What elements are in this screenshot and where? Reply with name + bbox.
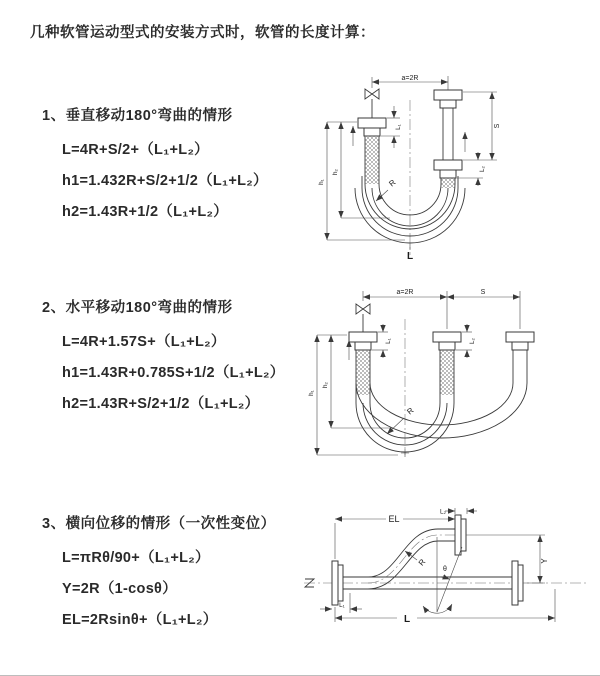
bend-radius-label: R [416,557,428,568]
dim-s-label: S [494,123,501,129]
dim-el-label: EL [388,514,400,524]
bend-radius-label: R [405,405,416,417]
dim-span-label: a=2R [396,289,414,296]
section-lateral-displacement [42,512,317,639]
braided-hose-section [442,178,455,188]
braided-hose-section [366,136,379,184]
formula-length: L=4R+1.57S+（L₁+L₂） [62,334,226,350]
formula-length: L=4R+S/2+（L₁+L₂） [62,142,209,158]
formula-y: Y=2R（1-cosθ） [62,581,177,597]
angle-label: θ [443,566,447,573]
braided-hose-section [357,350,370,395]
dim-l-label: L [403,614,411,625]
dim-l2-label: L₂ [440,508,446,516]
dim-h1-label: h₁ [318,179,325,185]
formula-h1: h1=1.432R+S/2+1/2（L₁+L₂） [62,173,268,189]
diagram3-hose-drawing [332,515,523,605]
section-2-heading: 2、水平移动180°弯曲的情形 [42,300,233,316]
bend-radius-label: R [387,177,398,189]
formula-h2: h2=1.43R+1/2（L₁+L₂） [62,204,229,220]
section-1-heading: 1、垂直移动180°弯曲的情形 [42,108,233,124]
dim-h1-label: h₁ [308,390,315,396]
dim-h2-label: h₂ [322,382,329,388]
hose-length-label: L [406,251,414,262]
braided-hose-section [441,350,454,395]
rotation-arrow-icon [423,604,452,613]
diagram-horizontal-180-bend [305,285,590,461]
dim-y-label: Y [540,558,549,564]
formula-length: L=πRθ/90+（L₁+L₂） [62,550,210,566]
dim-l2-label: L₂ [469,338,476,344]
formula-h2: h2=1.43R+S/2+1/2（L₁+L₂） [62,396,260,412]
page-title: 几种软管运动型式的安装方式时，软管的长度计算： [30,25,375,41]
diagram2-dimensions [308,289,520,457]
dim-s-label: S [480,289,486,296]
dim-l2-label: L₂ [479,166,486,172]
section-horizontal-movement [42,296,317,423]
valve-icon [365,89,379,99]
formula-el: EL=2Rsinθ+（L₁+L₂） [62,612,218,628]
section-vertical-movement [42,104,317,231]
dim-span-label: a=2R [401,75,419,82]
dim-h2-label: h₂ [332,169,339,175]
diagram1-dimensions [318,75,501,262]
formula-h1: h1=1.43R+0.785S+1/2（L₁+L₂） [62,365,285,381]
diagram-vertical-180-bend [310,72,580,262]
section-3-heading: 3、横向位移的情形（一次性变位） [42,516,276,532]
dim-l1-label: L₁ [395,124,402,130]
dim-l1-label: L₁ [385,338,392,344]
valve-icon [356,304,370,314]
diagram-lateral-displacement [298,505,598,647]
dim-l1-label: L₁ [339,602,345,609]
diagram2-hose-drawing [349,304,534,452]
